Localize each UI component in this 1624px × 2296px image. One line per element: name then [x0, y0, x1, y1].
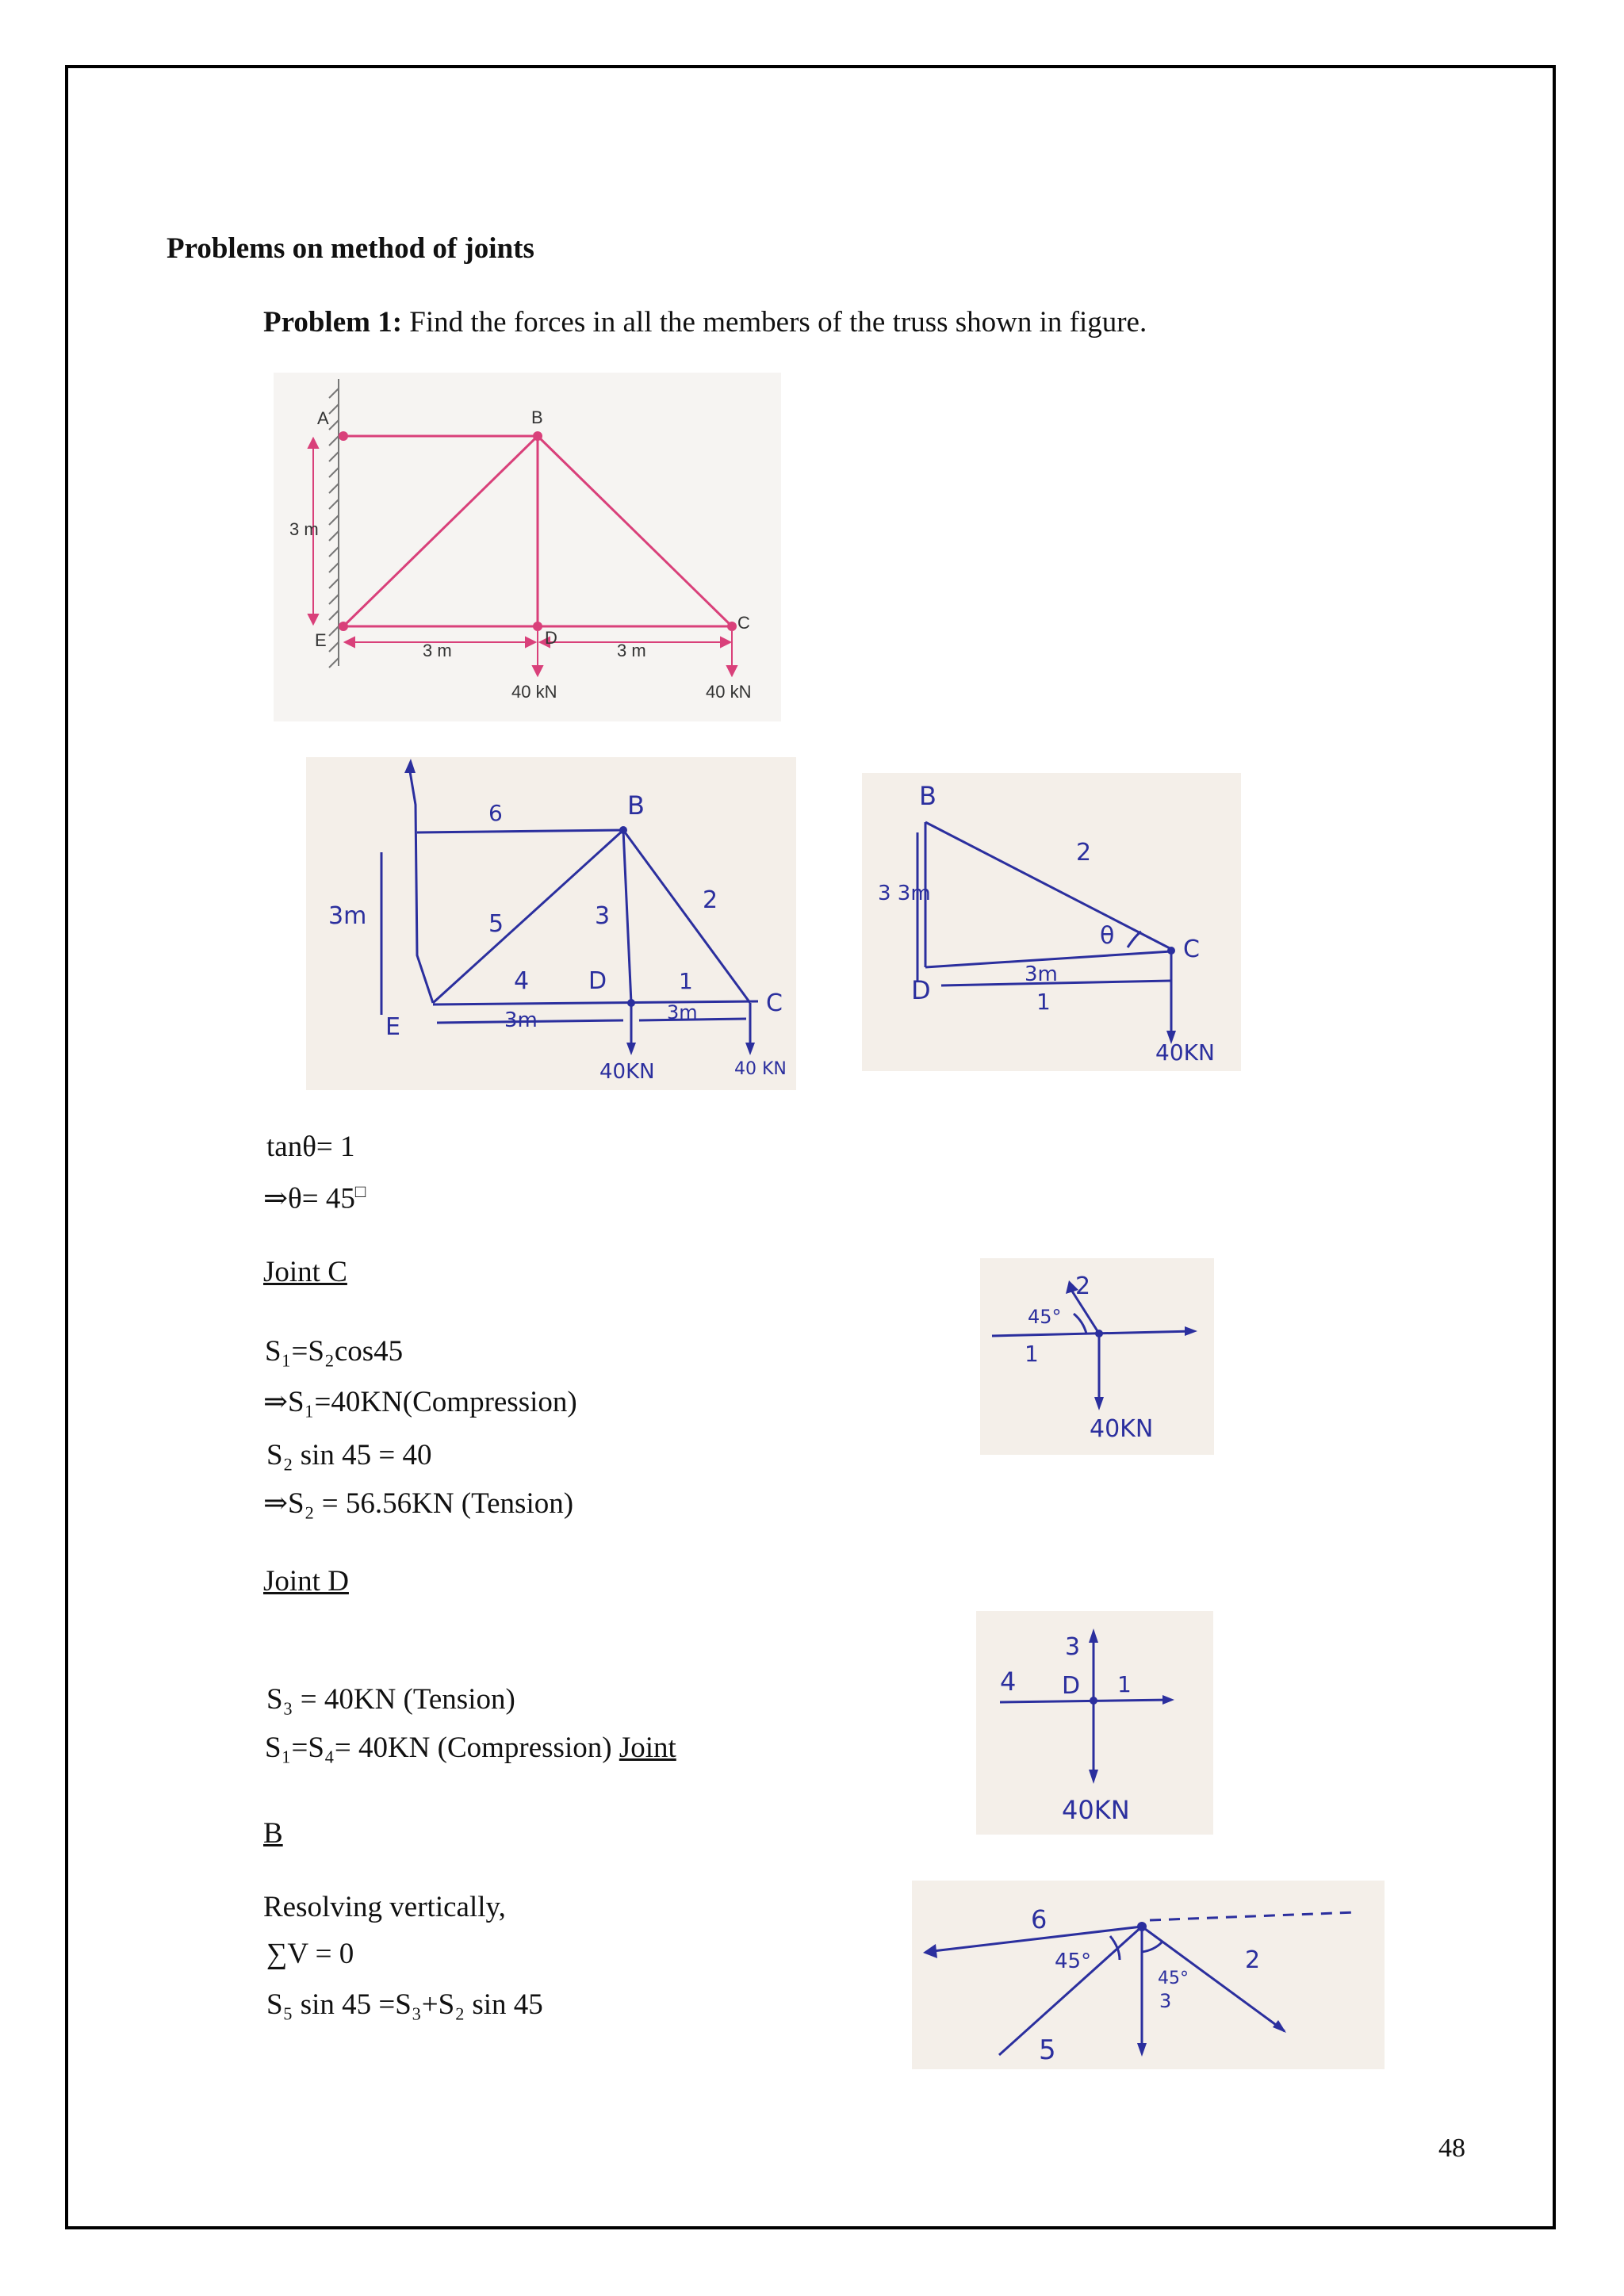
sketch1-member-5: 5 — [488, 910, 504, 938]
jc-angle: 45° — [1028, 1306, 1062, 1328]
truss-node-a: A — [317, 408, 329, 428]
truss-load-d: 40 kN — [511, 682, 557, 702]
problem-statement — [263, 306, 1147, 340]
sketch2-dim-dc: 3m — [1025, 962, 1058, 986]
sketch1-node-d: D — [588, 967, 607, 995]
sketch1-load-d: 40KN — [599, 1060, 655, 1084]
truss-dim-vertical: 3 m — [289, 519, 319, 539]
sketch2-member-2: 2 — [1076, 839, 1092, 867]
sketch2-node-c: C — [1183, 936, 1200, 963]
joint-d-title: Joint D — [263, 1565, 349, 1598]
jd-member-4: 4 — [1000, 1667, 1017, 1697]
sketch-triangle-bdc — [862, 773, 1241, 1071]
truss-node-c: C — [737, 613, 750, 633]
joint-c-eq2: ⇒S₁=40KN(Compression) — [263, 1386, 577, 1418]
truss-figure — [274, 373, 781, 721]
joint-b-title: B — [263, 1817, 283, 1850]
sketch1-dim-ed: 3m — [504, 1008, 538, 1032]
jd-member-3: 3 — [1065, 1633, 1081, 1661]
truss-node-e: E — [315, 630, 327, 650]
joint-c-eq1: S₁=S₂cos45 — [265, 1335, 404, 1368]
joint-b-eq: S₅ sin 45 =S₃+S₂ sin 45 — [266, 1988, 543, 2021]
eq-theta-45-text: ⇒θ= 45 — [263, 1182, 355, 1215]
sketch2-dim-vertical: 3 3m — [878, 882, 931, 905]
sketch1-member-6: 6 — [488, 800, 503, 826]
joint-d-eq2 — [265, 1732, 676, 1766]
sketch1-member-3: 3 — [595, 902, 611, 930]
joint-b-resolving: Resolving vertically, — [263, 1891, 506, 1923]
truss-node-b: B — [531, 408, 543, 427]
joint-d-trailing: Joint — [619, 1732, 676, 1764]
page-number: 48 — [1438, 2133, 1465, 2163]
joint-c-eq3: S₂ sin 45 = 40 — [266, 1439, 432, 1471]
degree-placeholder: □ — [354, 1181, 366, 1201]
sketch2-member-1: 1 — [1036, 989, 1051, 1015]
sketch1-member-1: 1 — [679, 968, 693, 994]
truss-dim-ed: 3 m — [423, 641, 452, 660]
sketch-free-body — [306, 757, 796, 1090]
sketch1-member-4: 4 — [514, 967, 530, 995]
sketch1-dim-dc: 3m — [667, 1001, 698, 1024]
sketch1-node-b: B — [627, 790, 645, 821]
jb-angle-1: 45° — [1055, 1950, 1092, 1973]
jb-member-2: 2 — [1245, 1946, 1261, 1974]
joint-c-eq4: ⇒S₂ = 56.56KN (Tension) — [263, 1487, 574, 1520]
joint-b-sum: ∑V = 0 — [266, 1938, 354, 1970]
eq-theta-45 — [263, 1181, 366, 1216]
sketch2-node-d: D — [911, 975, 931, 1005]
joint-d-eq1: S₃ = 40KN (Tension) — [266, 1683, 515, 1716]
problem-label: Problem 1: — [263, 306, 403, 339]
jb-member-6: 6 — [1031, 1904, 1048, 1934]
truss-load-c: 40 kN — [706, 682, 752, 702]
sketch-joint-d — [976, 1611, 1213, 1835]
sketch1-dim-vertical: 3m — [328, 902, 367, 930]
jd-node: D — [1062, 1672, 1081, 1700]
sketch-joint-c — [980, 1258, 1214, 1455]
truss-node-d: D — [545, 628, 557, 648]
joint-d-eq2-text: S₁=S₄= 40KN (Compression) — [265, 1732, 612, 1764]
sketch-joint-b — [912, 1881, 1385, 2069]
sketch2-load: 40KN — [1155, 1039, 1215, 1066]
sketch1-member-2: 2 — [703, 886, 718, 914]
sketch1-node-e: E — [385, 1013, 400, 1041]
sketch1-node-c: C — [766, 989, 783, 1017]
jb-member-5: 5 — [1039, 2034, 1056, 2066]
eq-tan-theta: tanθ= 1 — [266, 1131, 355, 1163]
jc-load: 40KN — [1090, 1415, 1154, 1443]
section-heading: Problems on method of joints — [167, 232, 534, 265]
problem-text: Find the forces in all the members of the truss shown in figure. — [402, 306, 1147, 339]
sketch2-angle: θ — [1100, 922, 1115, 950]
jc-member-2: 2 — [1075, 1272, 1091, 1300]
jc-member-1: 1 — [1025, 1341, 1039, 1367]
jd-member-1: 1 — [1117, 1671, 1132, 1697]
jb-angle-2: 45° — [1158, 1969, 1189, 1988]
jb-member-3: 3 — [1159, 1990, 1172, 2012]
truss-dim-dc: 3 m — [617, 641, 646, 660]
sketch2-node-b: B — [919, 781, 936, 811]
joint-c-title: Joint C — [263, 1256, 347, 1288]
sketch1-load-c: 40 KN — [734, 1059, 787, 1079]
jd-load: 40KN — [1062, 1795, 1130, 1825]
